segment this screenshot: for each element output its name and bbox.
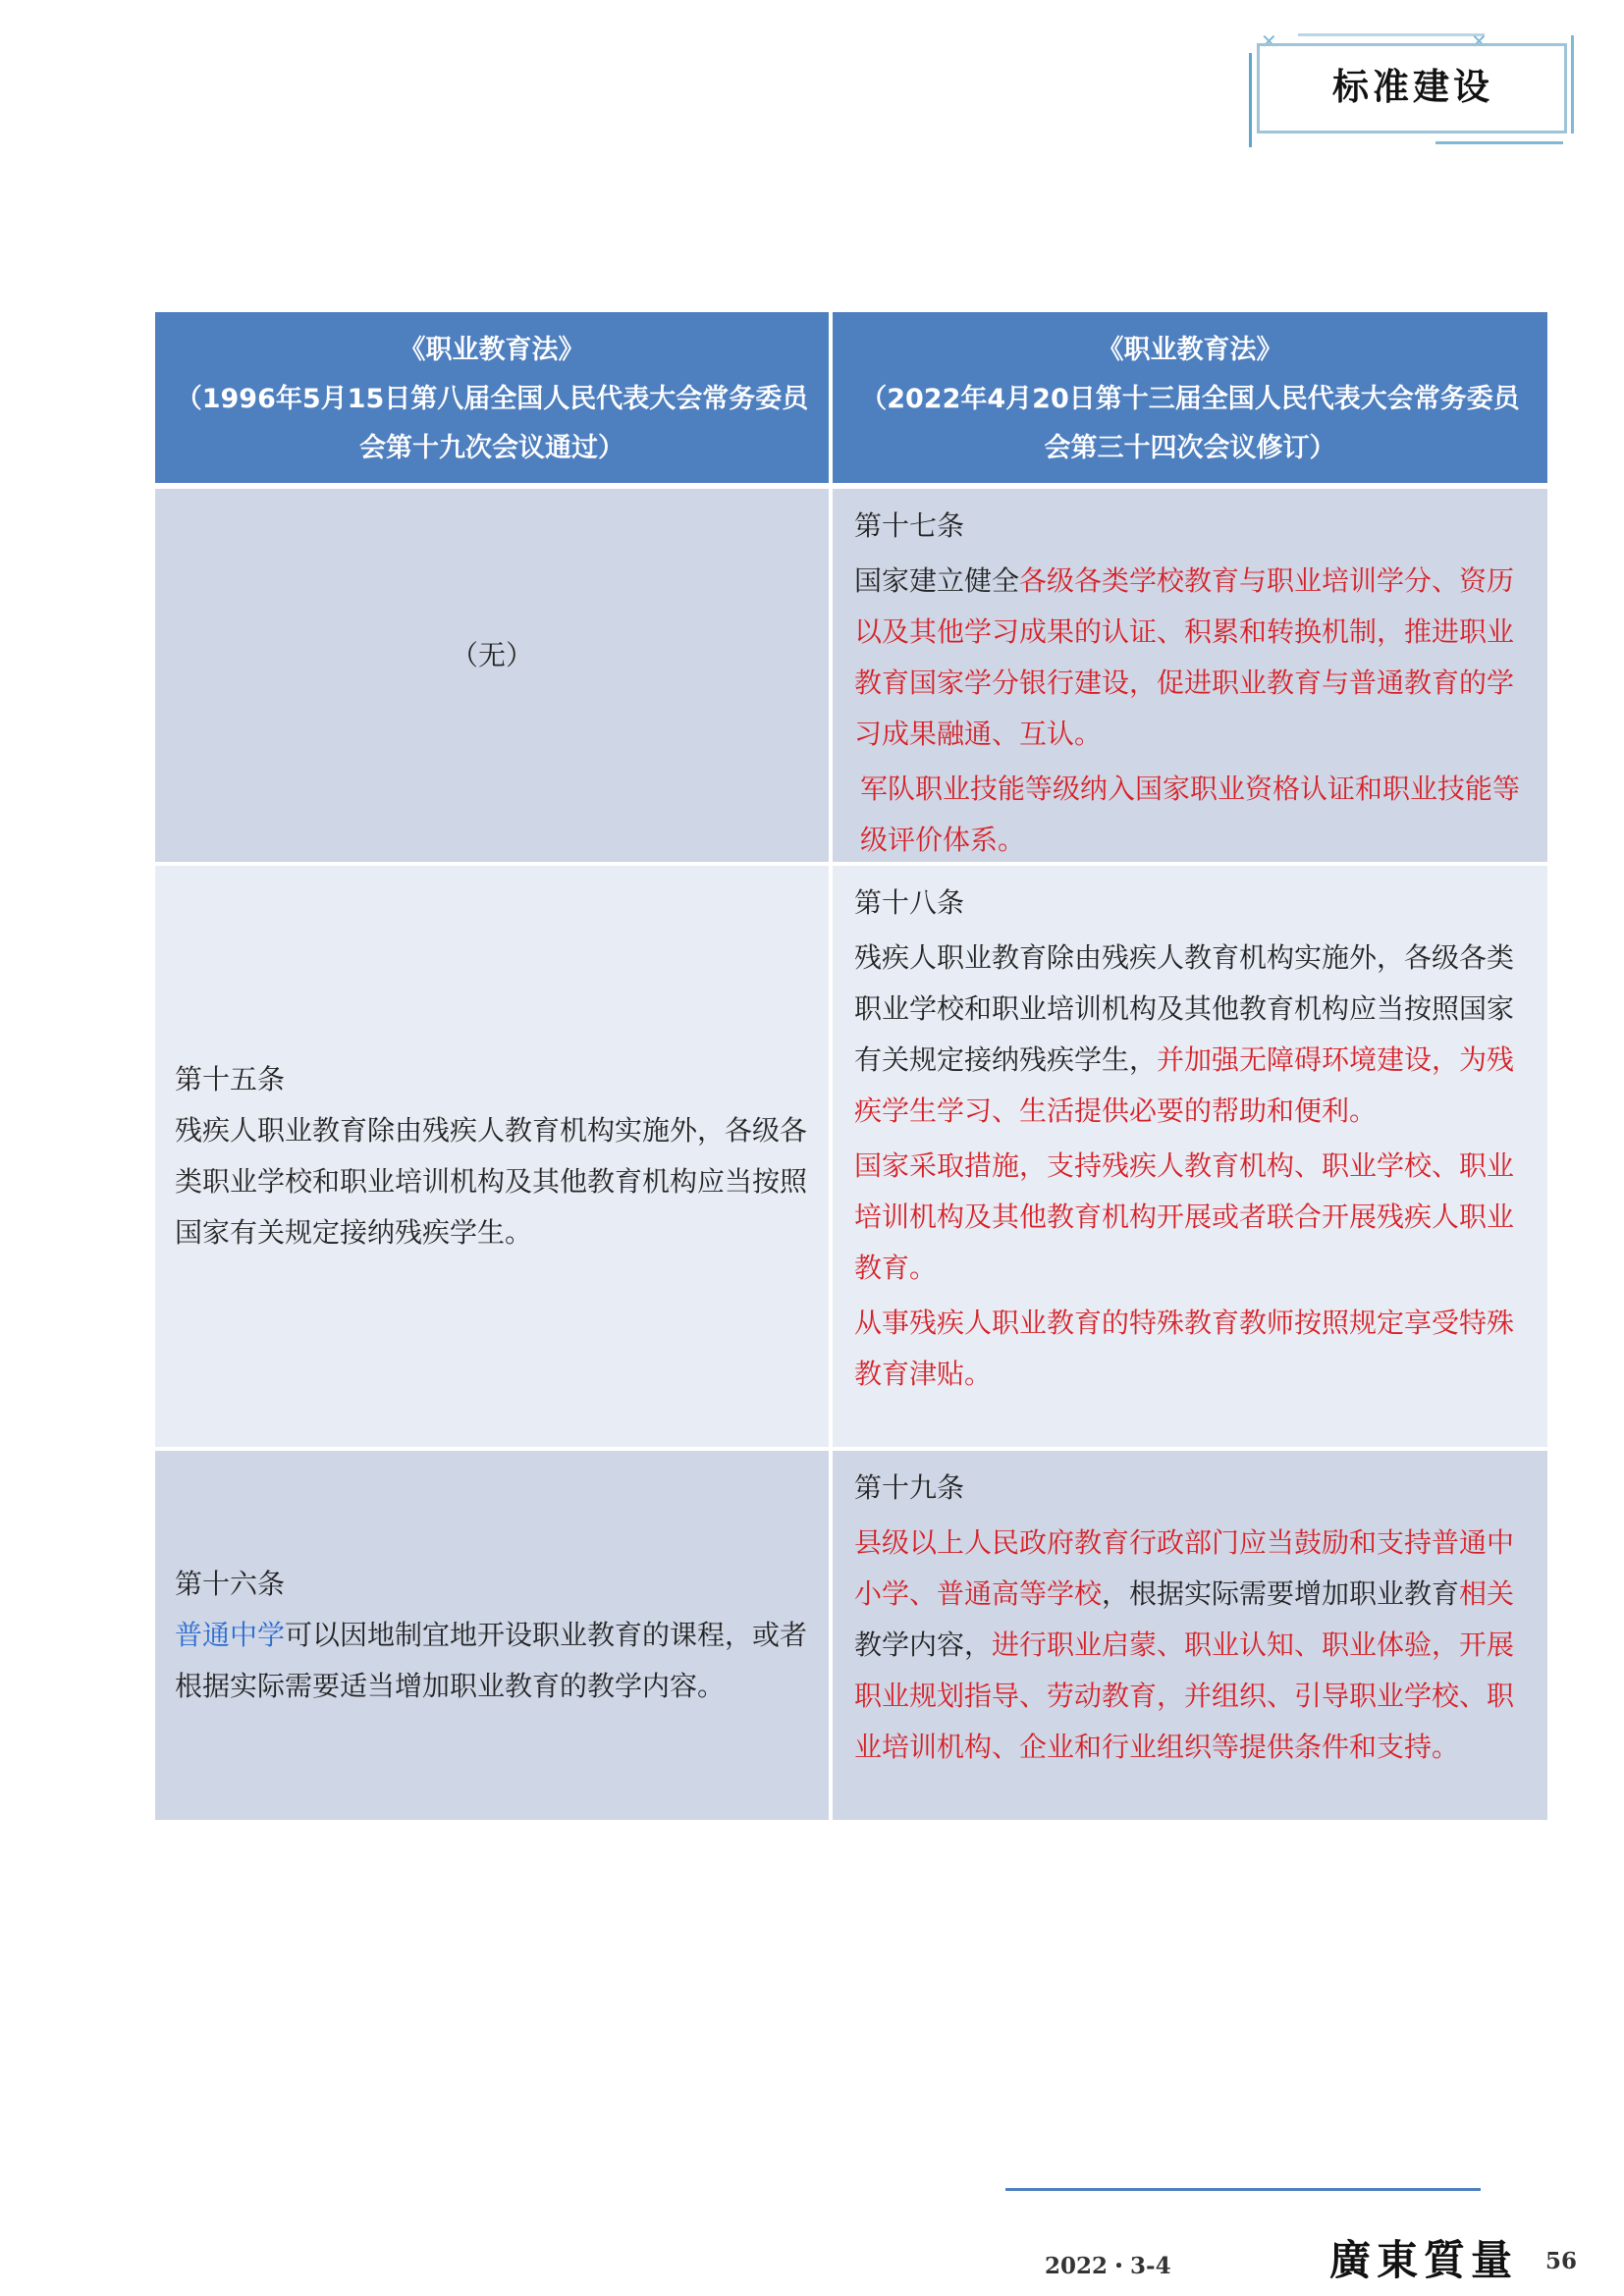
issue-date: 2022・3-4 xyxy=(1045,2253,1171,2279)
unchanged-text: 残疾人职业教育除由残疾人教育机构实施外，各级各类职业学校和职业培训机构及其他教育机构应当按照国家有关规定接纳残疾学生， xyxy=(854,941,1515,1076)
header-old-title: 《职业教育法》 xyxy=(399,335,585,365)
unchanged-text: 可以因地制宜地开设职业教育的课程，或者根据实际需要适当增加职业教育的教学内容。 xyxy=(175,1619,808,1702)
table-row xyxy=(155,489,1547,862)
magazine-logo: 廣東質量 xyxy=(1329,2236,1519,2284)
unchanged-text: ，根据实际需要增加职业教育 xyxy=(1102,1577,1460,1610)
new-article-cell xyxy=(833,489,1547,862)
header-new-subtitle: （2022年4月20日第十三届全国人民代表大会常务委员会第三十四次会议修订） xyxy=(860,384,1520,463)
comparison-table xyxy=(155,312,1547,1824)
added-paragraph: 从事残疾人职业教育的特殊教育教师按照规定享受特殊教育津贴。 xyxy=(854,1307,1515,1390)
unchanged-text: 国家建立健全 xyxy=(854,564,1020,597)
added-text: 相关 xyxy=(1459,1577,1515,1610)
section-tab xyxy=(1239,29,1587,145)
table-row xyxy=(155,866,1547,1447)
new-article-cell xyxy=(833,1451,1547,1820)
header-old-subtitle: （1996年5月15日第八届全国人民代表大会常务委员会第十九次会议通过） xyxy=(175,384,809,463)
article-number: 第十九条 xyxy=(854,1471,965,1504)
added-paragraph: 军队职业技能等级纳入国家职业资格认证和职业技能等级评价体系。 xyxy=(860,773,1521,856)
added-text: 各级各类学校教育与职业培训学分、资历以及其他学习成果的认证、积累和转换机制，推进职业教育国家学分银行建设，促进职业教育与普通教育的学习成果融通、互认。 xyxy=(854,564,1515,750)
article-text: 残疾人职业教育除由残疾人教育机构实施外，各级各类职业学校和职业培训机构及其他教育机构应当按照国家有关规定接纳残疾学生。 xyxy=(175,1114,808,1249)
table-header-row xyxy=(155,312,1547,483)
added-text: 进行职业启蒙、职业认知、职业体验，开展职业规划指导、劳动教育，并组织、引导职业学校、职业培训机构、企业和行业组织等提供条件和支持。 xyxy=(854,1629,1515,1763)
header-new-title: 《职业教育法》 xyxy=(1097,335,1283,365)
tab-decoration-bottom xyxy=(1435,135,1563,144)
section-title: 标准建设 xyxy=(1271,55,1555,120)
unchanged-text: 教学内容， xyxy=(854,1629,993,1661)
added-paragraph: 国家采取措施，支持残疾人教育机构、职业学校、职业培训机构及其他教育机构开展或者联合开展残疾人职业教育。 xyxy=(854,1149,1515,1284)
article-paragraph xyxy=(854,933,1526,1137)
new-article-cell xyxy=(833,866,1547,1447)
added-text: 并加强无障碍环境建设，为残疾学生学习、生活提供必要的帮助和便利。 xyxy=(854,1043,1515,1127)
article-number: 第十八条 xyxy=(854,886,965,919)
page-number: 56 xyxy=(1545,2248,1578,2274)
modified-text: 普通中学 xyxy=(175,1619,286,1651)
article-number: 第十五条 xyxy=(175,1063,286,1095)
article-text xyxy=(175,1610,809,1712)
footer-divider xyxy=(1005,2188,1481,2191)
old-article-cell xyxy=(155,489,829,862)
header-new-law xyxy=(833,312,1547,483)
old-article-none: （无） xyxy=(450,639,533,671)
tab-decoration-right xyxy=(1563,35,1574,133)
table-row xyxy=(155,1451,1547,1820)
tab-cross-mark-icon: ✕ xyxy=(1471,29,1488,53)
added-text: 县级以上人民政府教育行政部门应当鼓励和支持普通中小学、普通高等学校 xyxy=(854,1526,1515,1610)
article-paragraph xyxy=(854,1518,1526,1773)
article-number: 第十六条 xyxy=(175,1568,286,1600)
header-old-law xyxy=(155,312,829,483)
article-number: 第十七条 xyxy=(854,509,965,542)
tab-cross-mark-icon: ✕ xyxy=(1261,29,1277,53)
old-article-cell xyxy=(155,1451,829,1820)
old-article-cell xyxy=(155,866,829,1447)
article-paragraph xyxy=(854,556,1526,760)
